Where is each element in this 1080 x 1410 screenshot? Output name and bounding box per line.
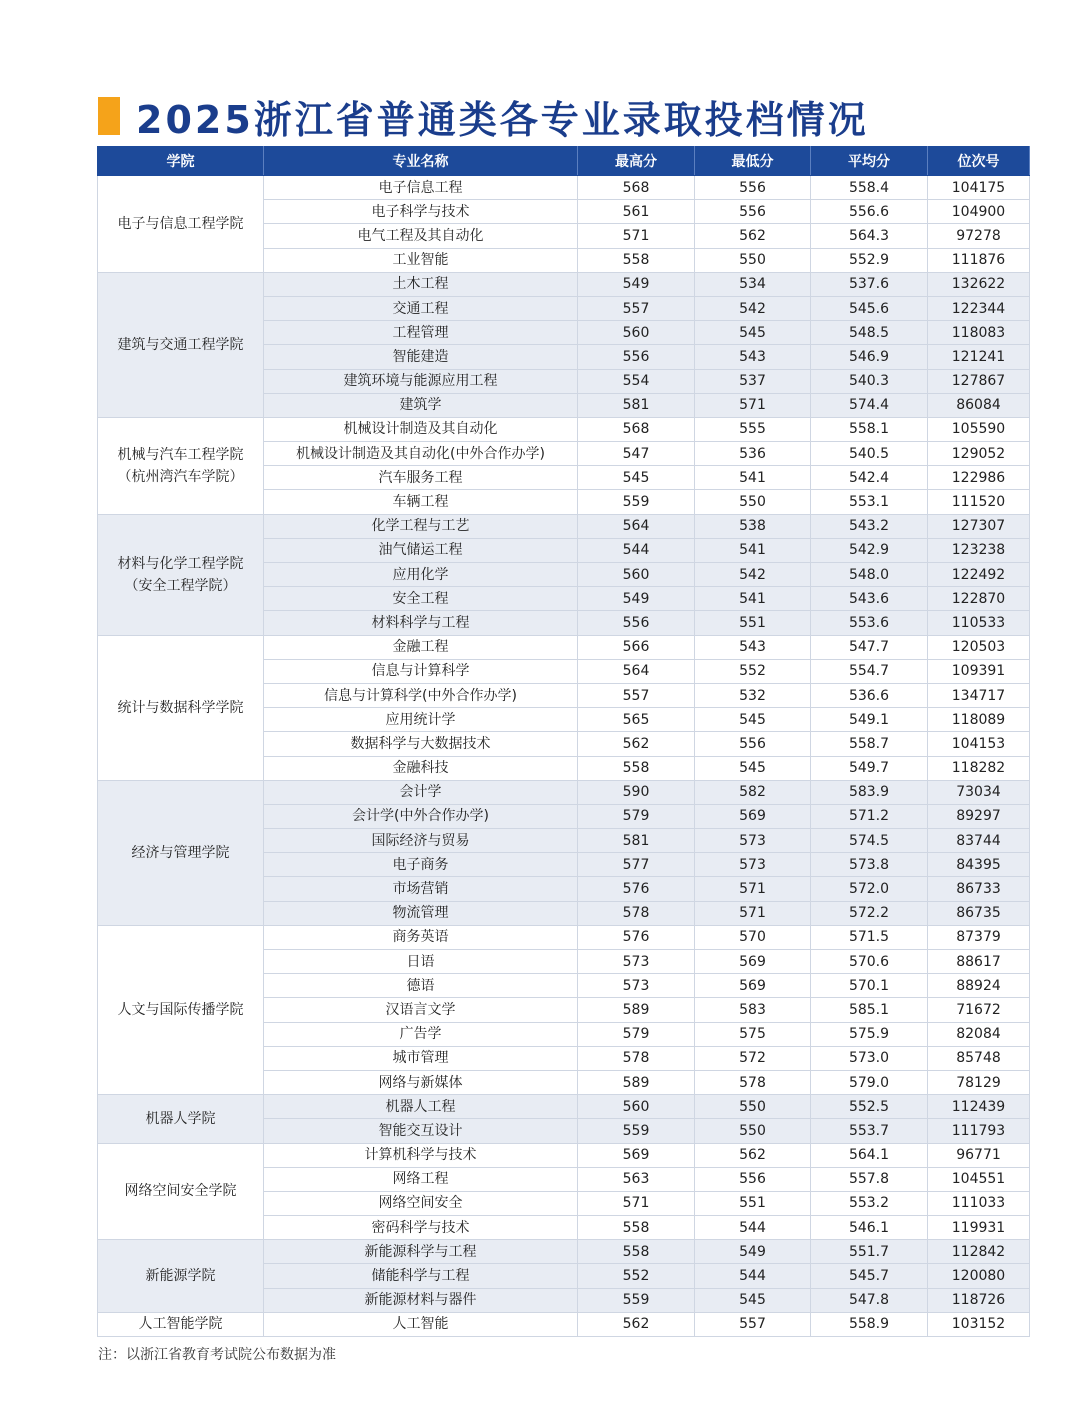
min-score-cell: 544	[695, 1264, 811, 1288]
major-cell: 电子信息工程	[264, 176, 578, 200]
min-score-cell: 556	[695, 1167, 811, 1191]
college-name-line: 统计与数据科学学院	[117, 699, 244, 716]
min-score-cell: 545	[695, 1288, 811, 1312]
major-cell: 会计学	[264, 780, 578, 804]
rank-cell: 122344	[928, 296, 1030, 320]
max-score-cell: 569	[578, 1143, 695, 1167]
rank-cell: 86733	[928, 877, 1030, 901]
college-cell	[98, 514, 264, 635]
major-cell: 土木工程	[264, 272, 578, 296]
max-score-cell: 568	[578, 417, 695, 441]
college-cell	[98, 272, 264, 417]
avg-score-cell: 573.8	[811, 853, 928, 877]
table-row	[98, 925, 1030, 949]
major-cell: 城市管理	[264, 1046, 578, 1070]
college-cell	[98, 1312, 264, 1336]
max-score-cell: 562	[578, 732, 695, 756]
max-score-cell: 545	[578, 466, 695, 490]
major-cell: 德语	[264, 974, 578, 998]
avg-score-cell: 572.2	[811, 901, 928, 925]
avg-score-cell: 579.0	[811, 1070, 928, 1094]
max-score-cell: 590	[578, 780, 695, 804]
table-header-row	[98, 147, 1030, 176]
avg-score-cell: 547.7	[811, 635, 928, 659]
min-score-cell: 575	[695, 1022, 811, 1046]
min-score-cell: 541	[695, 538, 811, 562]
rank-cell: 122986	[928, 466, 1030, 490]
major-cell: 物流管理	[264, 901, 578, 925]
rank-cell: 132622	[928, 272, 1030, 296]
min-score-cell: 556	[695, 200, 811, 224]
table-row	[98, 1240, 1030, 1264]
min-score-cell: 551	[695, 611, 811, 635]
header-major: 专业名称	[264, 147, 578, 176]
min-score-cell: 571	[695, 877, 811, 901]
major-cell: 车辆工程	[264, 490, 578, 514]
major-cell: 新能源材料与器件	[264, 1288, 578, 1312]
avg-score-cell: 564.1	[811, 1143, 928, 1167]
major-cell: 应用化学	[264, 563, 578, 587]
rank-cell: 73034	[928, 780, 1030, 804]
min-score-cell: 557	[695, 1312, 811, 1336]
max-score-cell: 564	[578, 514, 695, 538]
min-score-cell: 534	[695, 272, 811, 296]
min-score-cell: 550	[695, 248, 811, 272]
max-score-cell: 558	[578, 756, 695, 780]
max-score-cell: 565	[578, 708, 695, 732]
rank-cell: 121241	[928, 345, 1030, 369]
min-score-cell: 556	[695, 732, 811, 756]
max-score-cell: 559	[578, 1288, 695, 1312]
min-score-cell: 545	[695, 708, 811, 732]
max-score-cell: 573	[578, 974, 695, 998]
max-score-cell: 581	[578, 829, 695, 853]
avg-score-cell: 556.6	[811, 200, 928, 224]
college-name-line: 新能源学院	[145, 1268, 216, 1285]
major-cell: 计算机科学与技术	[264, 1143, 578, 1167]
rank-cell: 120080	[928, 1264, 1030, 1288]
max-score-cell: 556	[578, 345, 695, 369]
max-score-cell: 577	[578, 853, 695, 877]
rank-cell: 118726	[928, 1288, 1030, 1312]
major-cell: 国际经济与贸易	[264, 829, 578, 853]
college-name-line: 经济与管理学院	[131, 844, 230, 861]
min-score-cell: 543	[695, 345, 811, 369]
max-score-cell: 554	[578, 369, 695, 393]
rank-cell: 78129	[928, 1070, 1030, 1094]
rank-cell: 89297	[928, 804, 1030, 828]
min-score-cell: 545	[695, 321, 811, 345]
rank-cell: 103152	[928, 1312, 1030, 1336]
rank-cell: 112439	[928, 1095, 1030, 1119]
college-cell	[98, 635, 264, 780]
rank-cell: 104153	[928, 732, 1030, 756]
title-accent-bar	[98, 97, 120, 135]
max-score-cell: 560	[578, 563, 695, 587]
min-score-cell: 544	[695, 1216, 811, 1240]
college-name-line: 人工智能学院	[138, 1316, 223, 1333]
college-name-line: 人文与国际传播学院	[117, 1001, 244, 1018]
title-area	[98, 92, 869, 140]
avg-score-cell: 583.9	[811, 780, 928, 804]
avg-score-cell: 548.0	[811, 563, 928, 587]
max-score-cell: 564	[578, 659, 695, 683]
college-name-line: 材料与化学工程学院	[117, 555, 244, 572]
rank-cell: 104900	[928, 200, 1030, 224]
college-cell	[98, 417, 264, 514]
avg-score-cell: 558.1	[811, 417, 928, 441]
college-name-line: （安全工程学院）	[124, 577, 237, 594]
major-cell: 人工智能	[264, 1312, 578, 1336]
rank-cell: 71672	[928, 998, 1030, 1022]
avg-score-cell: 547.8	[811, 1288, 928, 1312]
major-cell: 电子商务	[264, 853, 578, 877]
major-cell: 密码科学与技术	[264, 1216, 578, 1240]
major-cell: 广告学	[264, 1022, 578, 1046]
min-score-cell: 551	[695, 1191, 811, 1215]
rank-cell: 85748	[928, 1046, 1030, 1070]
max-score-cell: 560	[578, 321, 695, 345]
min-score-cell: 545	[695, 756, 811, 780]
min-score-cell: 543	[695, 635, 811, 659]
major-cell: 建筑学	[264, 393, 578, 417]
max-score-cell: 557	[578, 296, 695, 320]
major-cell: 油气储运工程	[264, 538, 578, 562]
rank-cell: 82084	[928, 1022, 1030, 1046]
min-score-cell: 562	[695, 224, 811, 248]
major-cell: 安全工程	[264, 587, 578, 611]
avg-score-cell: 549.1	[811, 708, 928, 732]
major-cell: 会计学(中外合作办学)	[264, 804, 578, 828]
min-score-cell: 538	[695, 514, 811, 538]
table-row	[98, 1312, 1030, 1336]
rank-cell: 134717	[928, 683, 1030, 707]
college-name-line: 电子与信息工程学院	[117, 215, 244, 232]
max-score-cell: 559	[578, 490, 695, 514]
college-cell	[98, 1095, 264, 1143]
major-cell: 应用统计学	[264, 708, 578, 732]
max-score-cell: 578	[578, 1046, 695, 1070]
major-cell: 智能建造	[264, 345, 578, 369]
table-row	[98, 1095, 1030, 1119]
avg-score-cell: 551.7	[811, 1240, 928, 1264]
min-score-cell: 542	[695, 296, 811, 320]
avg-score-cell: 552.5	[811, 1095, 928, 1119]
rank-cell: 105590	[928, 417, 1030, 441]
min-score-cell: 550	[695, 1119, 811, 1143]
major-cell: 日语	[264, 950, 578, 974]
avg-score-cell: 570.6	[811, 950, 928, 974]
max-score-cell: 589	[578, 998, 695, 1022]
avg-score-cell: 575.9	[811, 1022, 928, 1046]
major-cell: 汉语言文学	[264, 998, 578, 1022]
min-score-cell: 570	[695, 925, 811, 949]
table-row	[98, 417, 1030, 441]
rank-cell: 110533	[928, 611, 1030, 635]
table-row	[98, 176, 1030, 200]
major-cell: 储能科学与工程	[264, 1264, 578, 1288]
max-score-cell: 559	[578, 1119, 695, 1143]
max-score-cell: 561	[578, 200, 695, 224]
avg-score-cell: 546.9	[811, 345, 928, 369]
min-score-cell: 569	[695, 974, 811, 998]
college-name-line: 网络空间安全学院	[124, 1183, 237, 1200]
college-name-line: （杭州湾汽车学院）	[117, 468, 244, 485]
rank-cell: 83744	[928, 829, 1030, 853]
min-score-cell: 578	[695, 1070, 811, 1094]
max-score-cell: 576	[578, 877, 695, 901]
major-cell: 工程管理	[264, 321, 578, 345]
max-score-cell: 579	[578, 804, 695, 828]
major-cell: 新能源科学与工程	[264, 1240, 578, 1264]
college-name-line: 机械与汽车工程学院	[117, 446, 244, 463]
max-score-cell: 578	[578, 901, 695, 925]
college-name-line: 建筑与交通工程学院	[117, 336, 244, 353]
max-score-cell: 573	[578, 950, 695, 974]
rank-cell: 96771	[928, 1143, 1030, 1167]
avg-score-cell: 553.7	[811, 1119, 928, 1143]
avg-score-cell: 571.2	[811, 804, 928, 828]
max-score-cell: 566	[578, 635, 695, 659]
major-cell: 交通工程	[264, 296, 578, 320]
college-cell	[98, 176, 264, 273]
major-cell: 电气工程及其自动化	[264, 224, 578, 248]
max-score-cell: 552	[578, 1264, 695, 1288]
min-score-cell: 569	[695, 950, 811, 974]
max-score-cell: 556	[578, 611, 695, 635]
major-cell: 工业智能	[264, 248, 578, 272]
min-score-cell: 571	[695, 393, 811, 417]
min-score-cell: 536	[695, 442, 811, 466]
avg-score-cell: 557.8	[811, 1167, 928, 1191]
major-cell: 材料科学与工程	[264, 611, 578, 635]
major-cell: 建筑环境与能源应用工程	[264, 369, 578, 393]
rank-cell: 109391	[928, 659, 1030, 683]
avg-score-cell: 553.6	[811, 611, 928, 635]
rank-cell: 122870	[928, 587, 1030, 611]
major-cell: 数据科学与大数据技术	[264, 732, 578, 756]
max-score-cell: 560	[578, 1095, 695, 1119]
rank-cell: 127307	[928, 514, 1030, 538]
rank-cell: 119931	[928, 1216, 1030, 1240]
avg-score-cell: 574.5	[811, 829, 928, 853]
min-score-cell: 555	[695, 417, 811, 441]
min-score-cell: 550	[695, 490, 811, 514]
avg-score-cell: 546.1	[811, 1216, 928, 1240]
avg-score-cell: 545.7	[811, 1264, 928, 1288]
major-cell: 机械设计制造及其自动化(中外合作办学)	[264, 442, 578, 466]
major-cell: 信息与计算科学(中外合作办学)	[264, 683, 578, 707]
avg-score-cell: 585.1	[811, 998, 928, 1022]
rank-cell: 129052	[928, 442, 1030, 466]
major-cell: 商务英语	[264, 925, 578, 949]
major-cell: 机器人工程	[264, 1095, 578, 1119]
avg-score-cell: 572.0	[811, 877, 928, 901]
major-cell: 电子科学与技术	[264, 200, 578, 224]
rank-cell: 111876	[928, 248, 1030, 272]
avg-score-cell: 553.1	[811, 490, 928, 514]
rank-cell: 123238	[928, 538, 1030, 562]
rank-cell: 118089	[928, 708, 1030, 732]
rank-cell: 112842	[928, 1240, 1030, 1264]
avg-score-cell: 542.4	[811, 466, 928, 490]
major-cell: 金融科技	[264, 756, 578, 780]
college-cell	[98, 780, 264, 925]
avg-score-cell: 537.6	[811, 272, 928, 296]
major-cell: 金融工程	[264, 635, 578, 659]
rank-cell: 118083	[928, 321, 1030, 345]
max-score-cell: 558	[578, 1240, 695, 1264]
major-cell: 机械设计制造及其自动化	[264, 417, 578, 441]
rank-cell: 104175	[928, 176, 1030, 200]
rank-cell: 111520	[928, 490, 1030, 514]
rank-cell: 120503	[928, 635, 1030, 659]
rank-cell: 111793	[928, 1119, 1030, 1143]
max-score-cell: 558	[578, 248, 695, 272]
min-score-cell: 573	[695, 853, 811, 877]
max-score-cell: 581	[578, 393, 695, 417]
major-cell: 网络工程	[264, 1167, 578, 1191]
min-score-cell: 537	[695, 369, 811, 393]
avg-score-cell: 543.6	[811, 587, 928, 611]
avg-score-cell: 552.9	[811, 248, 928, 272]
major-cell: 市场营销	[264, 877, 578, 901]
min-score-cell: 572	[695, 1046, 811, 1070]
table-row	[98, 780, 1030, 804]
min-score-cell: 583	[695, 998, 811, 1022]
min-score-cell: 552	[695, 659, 811, 683]
max-score-cell: 562	[578, 1312, 695, 1336]
table-row	[98, 635, 1030, 659]
college-name-line: 机器人学院	[145, 1110, 216, 1127]
min-score-cell: 541	[695, 587, 811, 611]
avg-score-cell: 540.5	[811, 442, 928, 466]
table-row	[98, 272, 1030, 296]
major-cell: 信息与计算科学	[264, 659, 578, 683]
header-college: 学院	[98, 147, 264, 176]
major-cell: 化学工程与工艺	[264, 514, 578, 538]
min-score-cell: 549	[695, 1240, 811, 1264]
admission-table	[97, 146, 1030, 1337]
college-cell	[98, 1240, 264, 1313]
avg-score-cell: 571.5	[811, 925, 928, 949]
avg-score-cell: 548.5	[811, 321, 928, 345]
rank-cell: 97278	[928, 224, 1030, 248]
max-score-cell: 557	[578, 683, 695, 707]
max-score-cell: 571	[578, 224, 695, 248]
page-title: 2025浙江省普通类各专业录取投档情况	[136, 97, 869, 142]
min-score-cell: 532	[695, 683, 811, 707]
major-cell: 智能交互设计	[264, 1119, 578, 1143]
rank-cell: 122492	[928, 563, 1030, 587]
max-score-cell: 589	[578, 1070, 695, 1094]
avg-score-cell: 570.1	[811, 974, 928, 998]
major-cell: 汽车服务工程	[264, 466, 578, 490]
max-score-cell: 579	[578, 1022, 695, 1046]
min-score-cell: 542	[695, 563, 811, 587]
avg-score-cell: 536.6	[811, 683, 928, 707]
avg-score-cell: 545.6	[811, 296, 928, 320]
table-body	[98, 176, 1030, 1337]
avg-score-cell: 540.3	[811, 369, 928, 393]
min-score-cell: 562	[695, 1143, 811, 1167]
max-score-cell: 571	[578, 1191, 695, 1215]
avg-score-cell: 554.7	[811, 659, 928, 683]
min-score-cell: 569	[695, 804, 811, 828]
min-score-cell: 556	[695, 176, 811, 200]
rank-cell: 127867	[928, 369, 1030, 393]
rank-cell: 88617	[928, 950, 1030, 974]
max-score-cell: 576	[578, 925, 695, 949]
college-cell	[98, 1143, 264, 1240]
min-score-cell: 573	[695, 829, 811, 853]
major-cell: 网络与新媒体	[264, 1070, 578, 1094]
avg-score-cell: 558.4	[811, 176, 928, 200]
college-cell	[98, 925, 264, 1094]
avg-score-cell: 558.7	[811, 732, 928, 756]
min-score-cell: 582	[695, 780, 811, 804]
header-rank: 位次号	[928, 147, 1030, 176]
rank-cell: 86084	[928, 393, 1030, 417]
max-score-cell: 544	[578, 538, 695, 562]
major-cell: 网络空间安全	[264, 1191, 578, 1215]
rank-cell: 86735	[928, 901, 1030, 925]
table-row	[98, 1143, 1030, 1167]
max-score-cell: 549	[578, 272, 695, 296]
min-score-cell: 541	[695, 466, 811, 490]
header-avg-score: 平均分	[811, 147, 928, 176]
min-score-cell: 550	[695, 1095, 811, 1119]
max-score-cell: 563	[578, 1167, 695, 1191]
footnote: 注：以浙江省教育考试院公布数据为准	[98, 1347, 336, 1363]
avg-score-cell: 553.2	[811, 1191, 928, 1215]
avg-score-cell: 543.2	[811, 514, 928, 538]
rank-cell: 87379	[928, 925, 1030, 949]
avg-score-cell: 542.9	[811, 538, 928, 562]
header-min-score: 最低分	[695, 147, 811, 176]
rank-cell: 88924	[928, 974, 1030, 998]
table-row	[98, 514, 1030, 538]
max-score-cell: 558	[578, 1216, 695, 1240]
rank-cell: 104551	[928, 1167, 1030, 1191]
max-score-cell: 547	[578, 442, 695, 466]
rank-cell: 84395	[928, 853, 1030, 877]
avg-score-cell: 574.4	[811, 393, 928, 417]
avg-score-cell: 564.3	[811, 224, 928, 248]
max-score-cell: 549	[578, 587, 695, 611]
header-max-score: 最高分	[578, 147, 695, 176]
avg-score-cell: 549.7	[811, 756, 928, 780]
rank-cell: 111033	[928, 1191, 1030, 1215]
max-score-cell: 568	[578, 176, 695, 200]
avg-score-cell: 558.9	[811, 1312, 928, 1336]
avg-score-cell: 573.0	[811, 1046, 928, 1070]
min-score-cell: 571	[695, 901, 811, 925]
rank-cell: 118282	[928, 756, 1030, 780]
